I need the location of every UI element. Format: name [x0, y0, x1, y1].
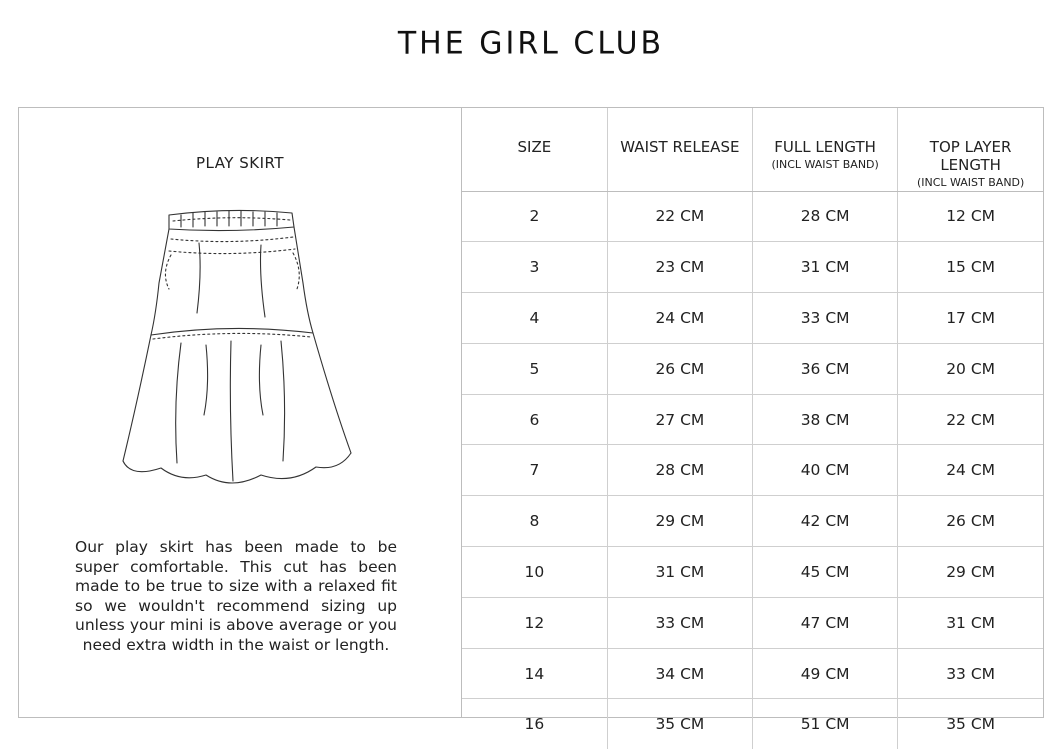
table-cell: 26 CM — [607, 343, 752, 394]
table-cell: 34 CM — [607, 648, 752, 699]
table-cell: 36 CM — [753, 343, 898, 394]
size-guide-card — [18, 107, 1044, 734]
table-row — [462, 293, 1043, 344]
table-row — [462, 445, 1043, 496]
table-row — [462, 496, 1043, 547]
table-cell: 8 — [462, 496, 607, 547]
table-cell: 23 CM — [607, 242, 752, 293]
table-cell: 12 — [462, 597, 607, 648]
table-cell: 42 CM — [753, 496, 898, 547]
table-row — [462, 394, 1043, 445]
table-cell: 26 CM — [898, 496, 1043, 547]
table-row — [462, 547, 1043, 598]
brand-logo — [0, 18, 1062, 68]
table-cell: 7 — [462, 445, 607, 496]
table-cell: 28 CM — [753, 191, 898, 242]
table-cell: 47 CM — [753, 597, 898, 648]
table-cell: 5 — [462, 343, 607, 394]
table-cell: 29 CM — [898, 547, 1043, 598]
table-row — [462, 597, 1043, 648]
table-cell: 20 CM — [898, 343, 1043, 394]
table-cell: 31 CM — [753, 242, 898, 293]
column-header-label: WAIST RELEASE — [620, 138, 740, 156]
table-cell: 33 CM — [607, 597, 752, 648]
column-header-note: (INCL WAIST BAND) — [771, 158, 879, 171]
table-cell: 3 — [462, 242, 607, 293]
product-description: Our play skirt has been made to be super comfortable. This cut has been made to be true to size with a relaxed fit so we wouldn't recommend sizing up unless your mini is above average or you need extra width in the waist or length. — [75, 538, 397, 654]
column-header — [607, 108, 752, 191]
table-cell: 6 — [462, 394, 607, 445]
table-row — [462, 699, 1043, 749]
table-cell: 12 CM — [898, 191, 1043, 242]
product-title: PLAY SKIRT — [195, 154, 285, 172]
table-cell: 45 CM — [753, 547, 898, 598]
table-cell: 16 — [462, 699, 607, 749]
size-chart-table — [462, 108, 1043, 749]
table-cell: 22 CM — [898, 394, 1043, 445]
table-cell: 17 CM — [898, 293, 1043, 344]
table-row — [462, 343, 1043, 394]
table-row — [462, 648, 1043, 699]
table-cell: 31 CM — [898, 597, 1043, 648]
table-cell: 24 CM — [898, 445, 1043, 496]
table-cell: 14 — [462, 648, 607, 699]
column-header-label: FULL LENGTH — [774, 138, 876, 156]
column-header-label: SIZE — [517, 138, 552, 156]
column-header — [898, 108, 1043, 191]
column-header — [462, 108, 607, 191]
skirt-illustration-icon — [111, 203, 371, 503]
table-cell: 35 CM — [946, 715, 996, 734]
column-header — [753, 108, 898, 191]
table-cell: 51 CM — [753, 699, 898, 749]
table-header-row — [462, 108, 1043, 191]
table-cell: 28 CM — [607, 445, 752, 496]
table-cell: 38 CM — [753, 394, 898, 445]
brand-name: THE GIRL CLUB — [397, 24, 665, 62]
table-row — [462, 242, 1043, 293]
table-cell: 29 CM — [607, 496, 752, 547]
table-cell: 31 CM — [607, 547, 752, 598]
column-header-note: (INCL WAIST BAND) — [916, 176, 1025, 189]
table-cell: 33 CM — [753, 293, 898, 344]
table-cell: 15 CM — [898, 242, 1043, 293]
column-header-label: TOP LAYER LENGTH — [929, 138, 1012, 174]
table-cell: 4 — [462, 293, 607, 344]
table-cell: 33 CM — [898, 648, 1043, 699]
table-cell: 10 — [462, 547, 607, 598]
product-panel — [19, 108, 462, 717]
table-cell: 2 — [462, 191, 607, 242]
table-cell: 40 CM — [753, 445, 898, 496]
table-cell: 22 CM — [607, 191, 752, 242]
table-cell: 24 CM — [607, 293, 752, 344]
table-cell: 49 CM — [753, 648, 898, 699]
table-cell: 35 CM — [607, 699, 752, 749]
table-row — [462, 191, 1043, 242]
table-cell: 27 CM — [607, 394, 752, 445]
table-body — [462, 191, 1043, 749]
